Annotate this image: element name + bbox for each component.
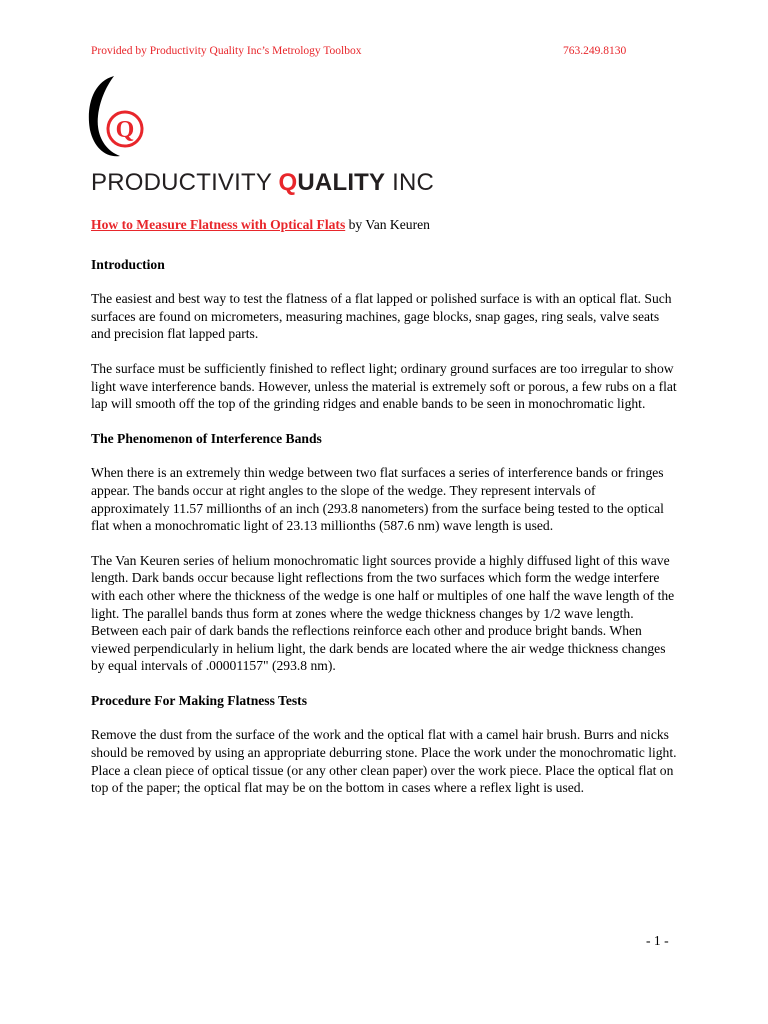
page-number: - 1 -: [646, 933, 669, 948]
title-link[interactable]: How to Measure Flatness with Optical Flats: [91, 217, 346, 232]
paragraph: Remove the dust from the surface of the work and the optical flat with a camel hair brush. Burrs and nicks should be removed by using an appropriate deburring stone. Place the work under the monochromatic light. Place a clean piece of optical tissue (or any other clean paper) over the work piece. Place the optical flat on top of the paper; the optical flat may be on the bottom in cases where a reflex light is used.: [91, 727, 677, 796]
paragraph: The easiest and best way to test the flatness of a flat lapped or polished surface is with an optical flat. Such surfaces are found on micrometers, measuring machines, gage blocks, snap gages, ring seals, valve seats and precision flat lapped parts.: [91, 291, 672, 342]
paragraph: The Van Keuren series of helium monochromatic light sources provide a highly diffused light of this wave length. Dark bands occur because light reflections from the two surfaces which form the wedge interfere with each other where the thickness of the wedge is one half or multiples of one half the wave length of the light. The parallel bands thus form at zones where the wedge thickness changes by 1/2 wave length. Between each pair of dark bands the reflections reinforce each other and produce bright bands. When viewed perpendicularly in helium light, the dark bends are located where the air wedge thickness changes by equal intervals of .00001157" (293.8 nm).: [91, 552, 675, 674]
pqi-logo-icon: [84, 74, 156, 164]
section-heading-interference-bands: The Phenomenon of Interference Bands: [91, 430, 322, 446]
section-heading-introduction: Introduction: [91, 256, 165, 272]
title-line: [91, 216, 677, 234]
wordmark-q-letter: Q: [278, 169, 298, 196]
pqi-wordmark: [91, 169, 434, 197]
paragraph: The surface must be sufficiently finished to reflect light; ordinary ground surfaces are too irregular to show light wave interference bands. However, unless the material is extremely soft or porous, a few rubs on a flat lap will smooth off the top of the grinding ridges and enable bands to be seen in monochromatic light.: [91, 360, 677, 412]
wordmark-quality: UALITY: [297, 169, 386, 196]
svg-text:Q: Q: [115, 117, 135, 143]
header-provider-text: Provided by Productivity Quality Inc’s Metrology Toolbox: [91, 45, 362, 57]
section-heading-procedure: Procedure For Making Flatness Tests: [91, 692, 307, 708]
wordmark-inc: INC: [385, 169, 435, 196]
document-body: [91, 216, 677, 814]
header-phone-number: 763.249.8130: [563, 45, 627, 57]
wordmark-productivity: PRODUCTIVITY: [91, 169, 279, 196]
paragraph: When there is an extremely thin wedge between two flat surfaces a series of interference bands or fringes appear. The bands occur at right angles to the slope of the wedge. They represent intervals of approximately 11.57 millionths of an inch (293.8 nanometers) from the surface being tested to the optical flat when a monochromatic light of 23.13 millionths (587.6 nm) wave length is used.: [91, 465, 664, 534]
byline: by Van Keuren: [345, 217, 430, 232]
